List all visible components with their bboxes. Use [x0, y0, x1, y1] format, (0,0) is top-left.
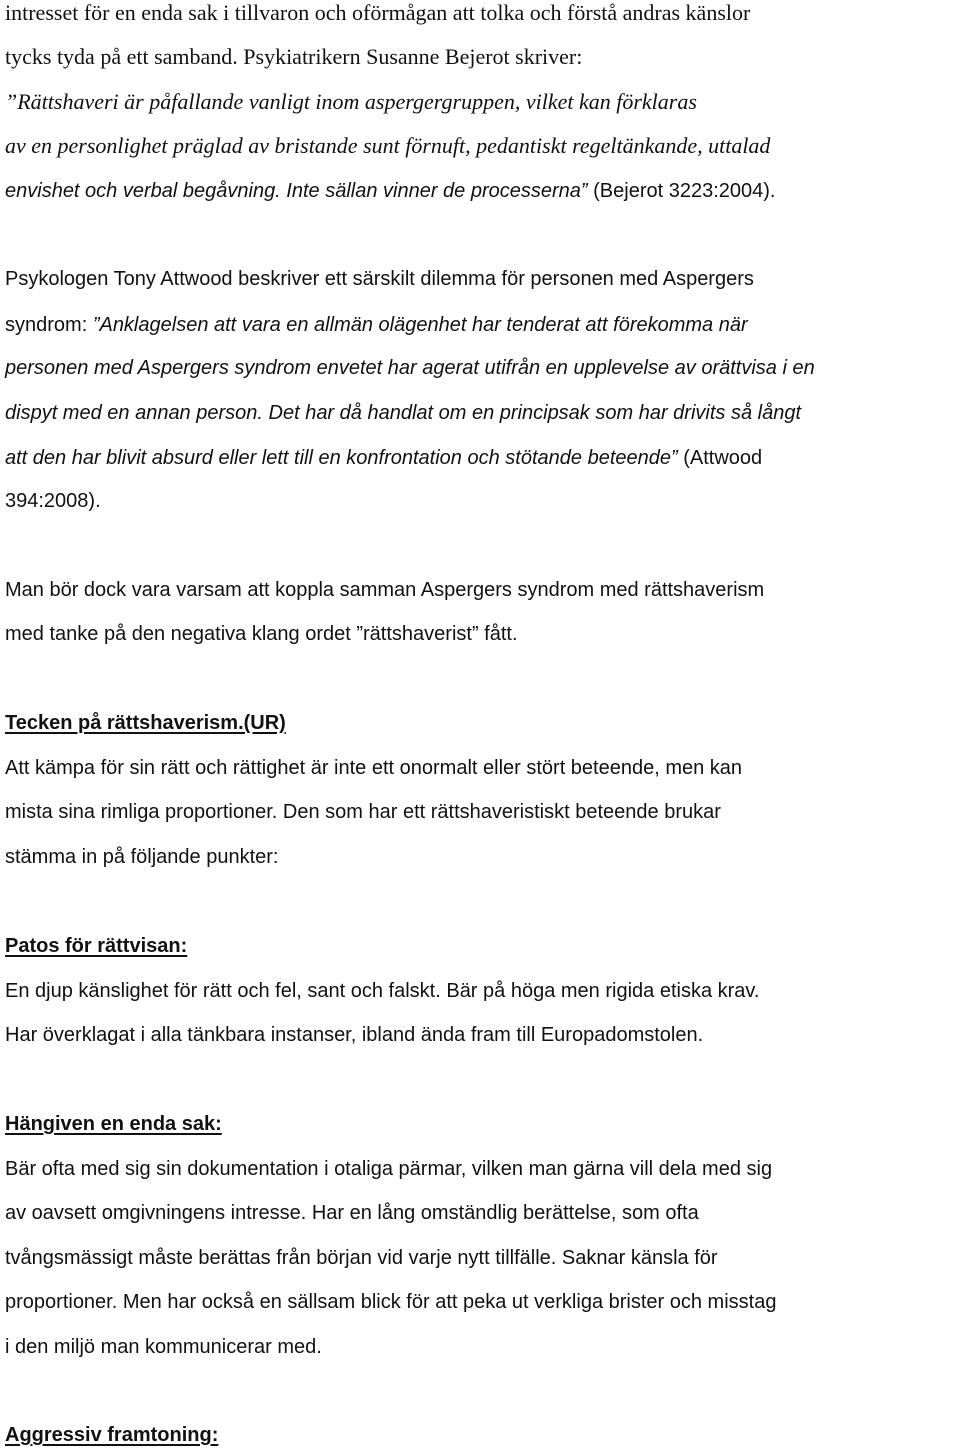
paragraph-2-citation: (Attwood — [677, 447, 763, 469]
heading-patos: Patos för rättvisan: — [5, 935, 188, 957]
paragraph-5-line-2: Har överklagat i alla tänkbara instanser, ibland ända fram till Europadomstolen. — [5, 1024, 704, 1046]
paragraph-6-line-5: i den miljö man kommunicerar med. — [5, 1336, 322, 1358]
paragraph-4-line-2: mista sina rimliga proportioner. Den som har ett rättshaveristiskt beteende brukar — [5, 801, 721, 823]
paragraph-4-line-3: stämma in på följande punkter: — [5, 846, 279, 868]
paragraph-1-quote-line-1: ”Rättshaveri är påfallande vanligt inom aspergergruppen, vilket kan förklaras — [5, 89, 697, 114]
paragraph-2-quote-start: ”Anklagelsen att vara en allmän olägenhet har tenderat att förekomma när — [92, 314, 748, 336]
paragraph-1-quote-line-2: av en personlighet präglad av bristande sunt förnuft, pedantiskt regeltänkande, uttalad — [5, 133, 771, 158]
heading-tecken: Tecken på rättshaverism.(UR) — [5, 712, 286, 734]
paragraph-6-line-4: proportioner. Men har också en sällsam blick för att peka ut verkliga brister och misstag — [5, 1291, 777, 1313]
paragraph-1-line-2: tycks tyda på ett samband. Psykiatrikern Susanne Bejerot skriver: — [5, 44, 583, 69]
paragraph-2-line-2 — [5, 311, 748, 338]
paragraph-3-line-1: Man bör dock vara varsam att koppla samman Aspergers syndrom med rättshaverism — [5, 579, 765, 601]
paragraph-2-quote-end: dispyt med en annan person. — [5, 402, 263, 424]
paragraph-1-citation: (Bejerot 3223:2004). — [587, 180, 776, 202]
paragraph-6-line-3: tvångsmässigt måste berättas från början vid varje nytt tillfälle. Saknar känsla för — [5, 1247, 718, 1269]
paragraph-6-line-1: Bär ofta med sig sin dokumentation i otaliga pärmar, vilken man gärna vill dela med sig — [5, 1158, 773, 1180]
paragraph-2-text-2: Det har då handlat om en principsak som har drivits så långt — [262, 402, 801, 424]
paragraph-1-line-1: intresset för en enda sak i tillvaron och oförmågan att tolka och förstå andras känslor — [5, 0, 751, 25]
paragraph-4-line-1: Att kämpa för sin rätt och rättighet är inte ett onormalt eller stört beteende, men kan — [5, 757, 743, 779]
paragraph-3-line-2: med tanke på den negativa klang ordet ”rättshaverist” fått. — [5, 623, 518, 645]
paragraph-1-quote-end: envishet och verbal begåvning. Inte sällan vinner de processerna” — [5, 180, 588, 202]
paragraph-2-text-3: att den har blivit absurd eller lett till en konfrontation och stötande beteende” — [5, 447, 678, 469]
paragraph-5-line-1: En djup känslighet för rätt och fel, sant och falskt. Bär på höga men rigida etiska krav. — [5, 980, 760, 1002]
heading-hangiven: Hängiven en enda sak: — [5, 1113, 222, 1135]
paragraph-2-citation-end: 394:2008). — [5, 490, 101, 512]
paragraph-2-line-4 — [5, 399, 801, 426]
paragraph-2-line-1: Psykologen Tony Attwood beskriver ett särskilt dilemma för personen med Aspergers — [5, 268, 754, 290]
paragraph-2-line-5 — [5, 444, 762, 471]
paragraph-2-text: syndrom: — [5, 314, 93, 336]
heading-aggressiv: Aggressiv framtoning: — [5, 1424, 219, 1446]
paragraph-6-line-2: av oavsett omgivningens intresse. Har en lång omständlig berättelse, som ofta — [5, 1202, 699, 1224]
paragraph-2-quote-line-2: personen med Aspergers syndrom envetet har agerat utifrån en upplevelse av orättvisa i en — [5, 357, 815, 379]
paragraph-1-line-5 — [5, 177, 775, 204]
